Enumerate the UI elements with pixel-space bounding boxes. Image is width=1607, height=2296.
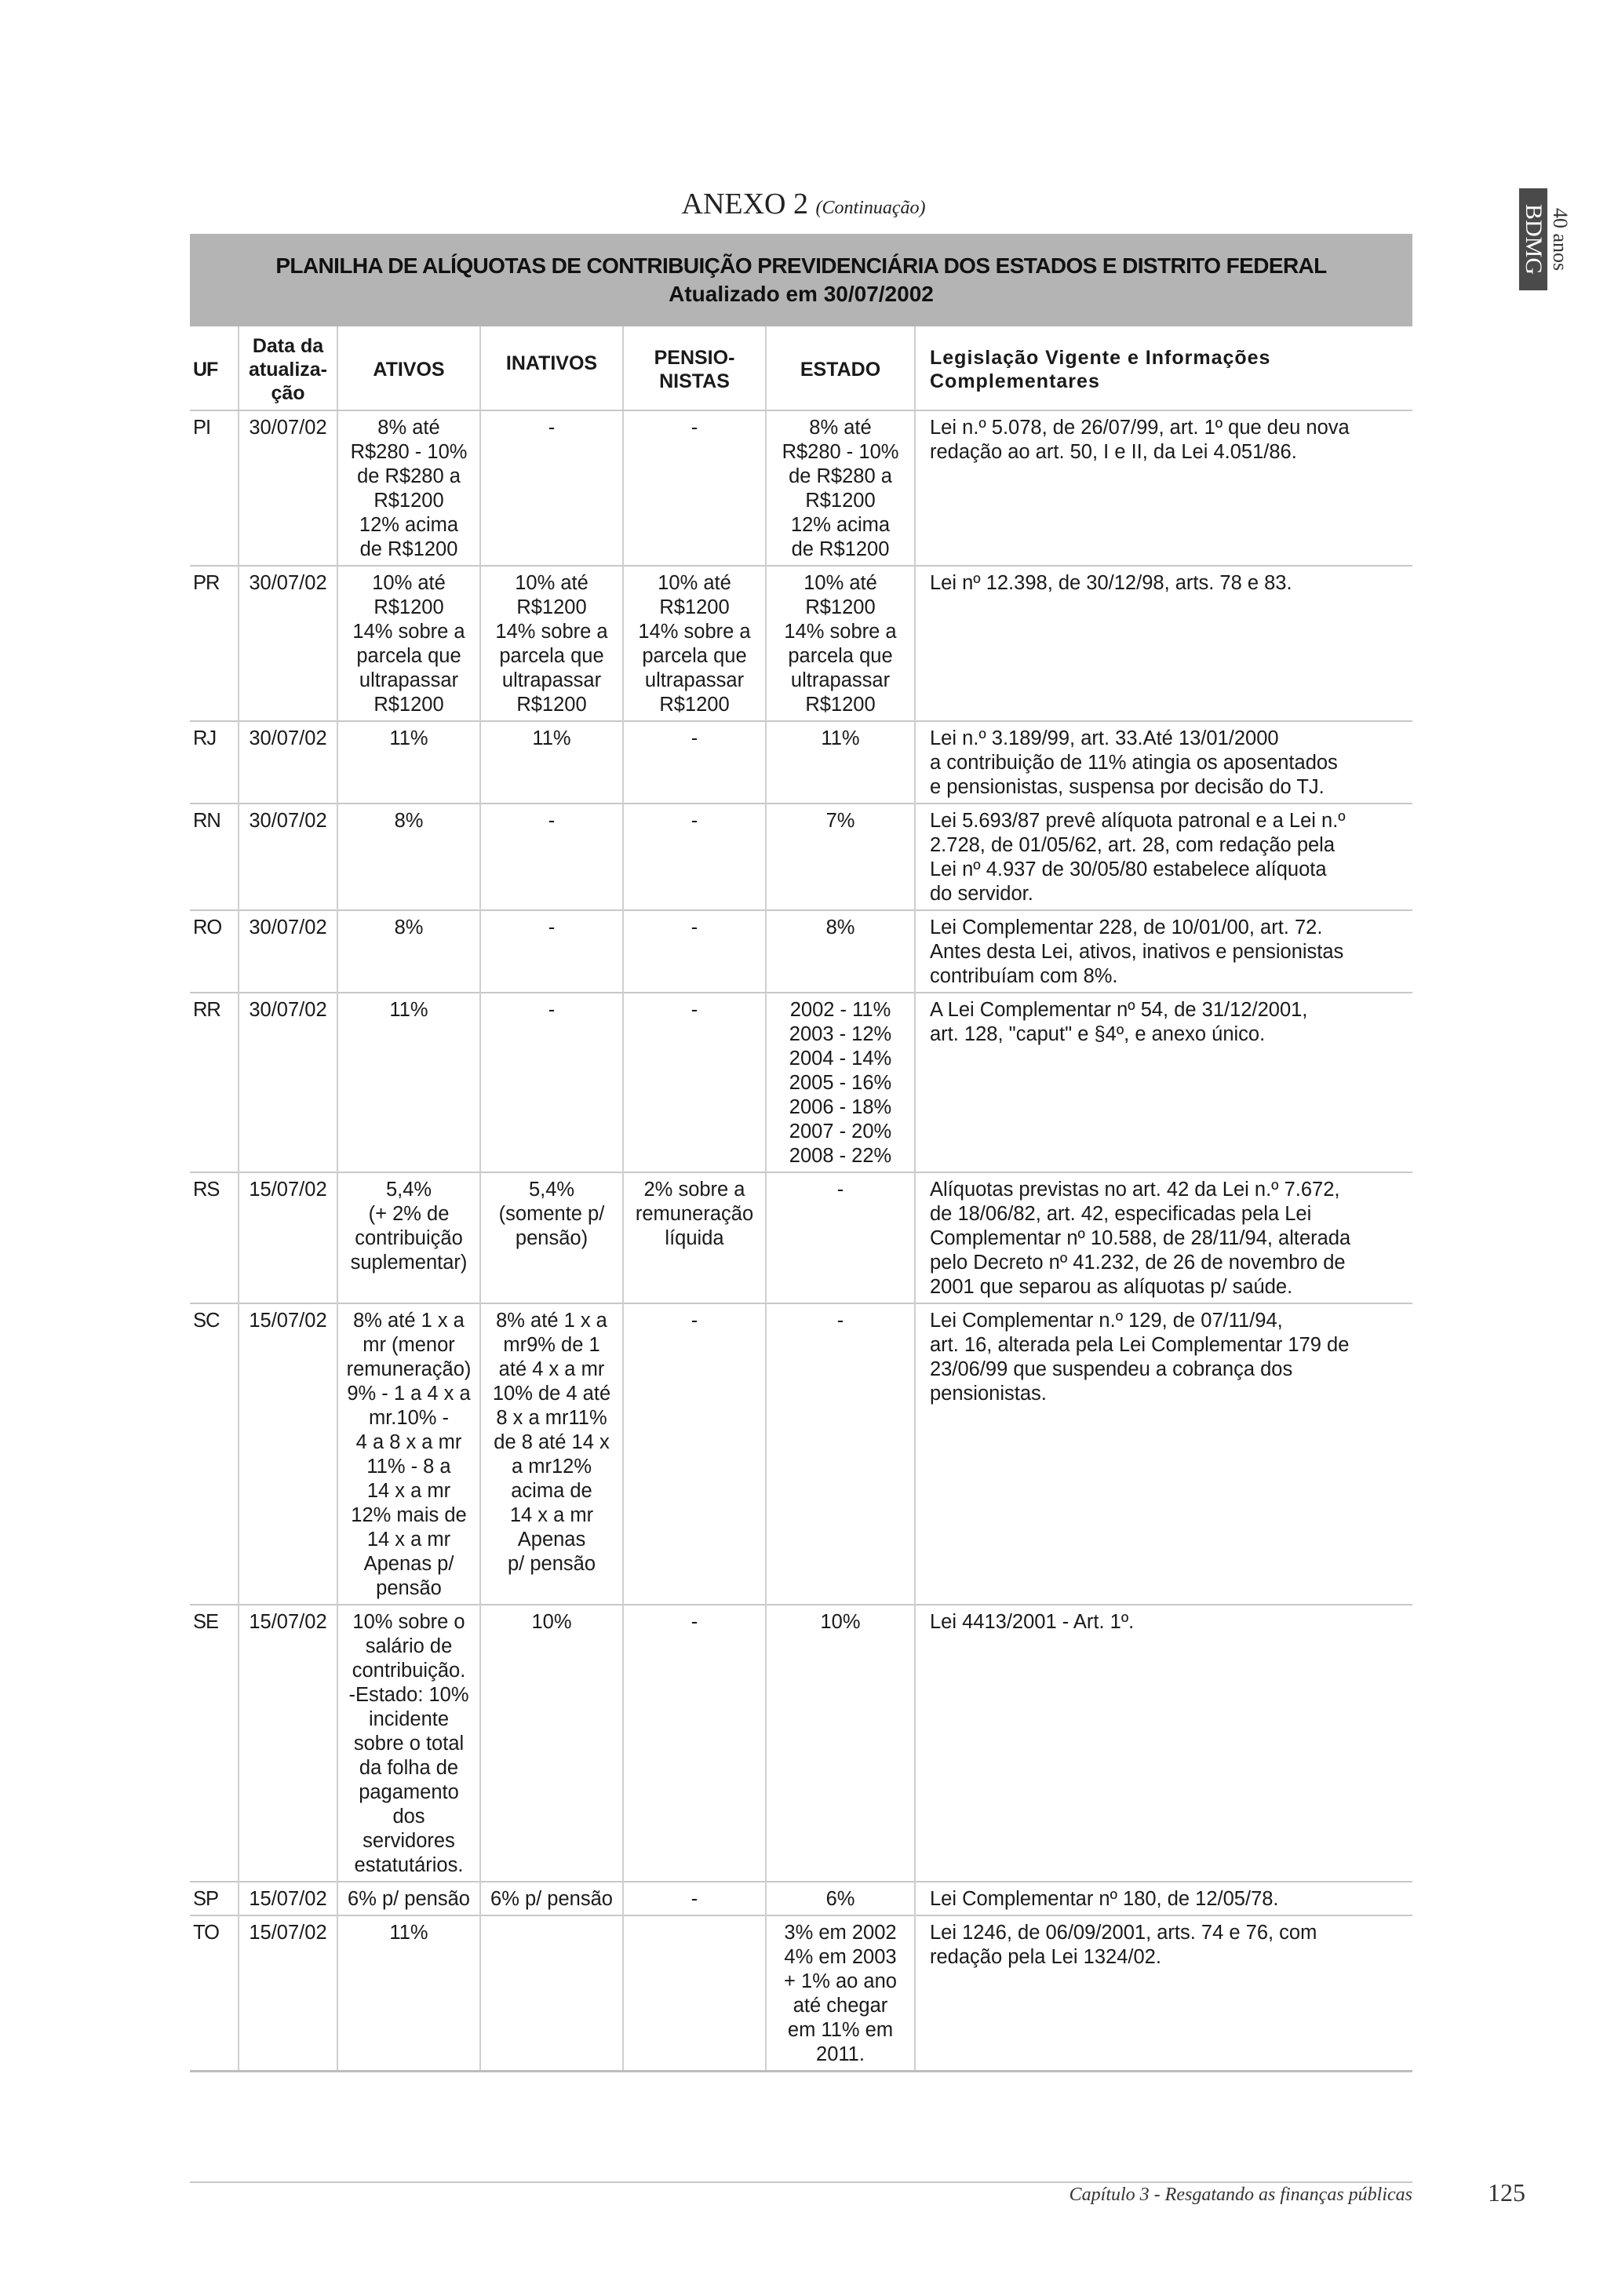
cell-inativos: 10% até R$1200 14% sobre a parcela que ultrapassar R$1200 (480, 566, 623, 721)
table-row (190, 566, 1412, 721)
col-header-uf: UF (190, 326, 239, 410)
cell-legislacao: Lei 5.693/87 prevê alíquota patronal e a Lei n.º 2.728, de 01/05/62, art. 28, com redação pela Lei nº 4.937 de 30/05/80 estabelece alíquota do servidor. (915, 804, 1412, 910)
col-header-legislacao: Legislação Vigente e Informações Complementares (915, 326, 1412, 410)
contribution-table (190, 326, 1412, 2072)
cell-ativos: 5,4% (+ 2% de contribuição suplementar) (337, 1172, 480, 1303)
cell-date: 15/07/02 (239, 1882, 337, 1915)
cell-estado: - (766, 1172, 915, 1303)
cell-ativos: 8% até 1 x a mr (menor remuneração) 9% - 1 a 4 x a mr.10% - 4 a 8 x a mr 11% - 8 a 14 x a mr 12% mais de 14 x a mr Apenas p/ pensão (337, 1303, 480, 1605)
table-body (190, 410, 1412, 2072)
cell-pensionistas: 10% até R$1200 14% sobre a parcela que ultrapassar R$1200 (623, 566, 766, 721)
cell-uf: SC (190, 1303, 239, 1605)
cell-date: 15/07/02 (239, 1172, 337, 1303)
cell-inativos: 11% (480, 721, 623, 804)
cell-inativos (480, 1915, 623, 2072)
cell-uf: PR (190, 566, 239, 721)
cell-uf: RN (190, 804, 239, 910)
table-row (190, 1915, 1412, 2072)
cell-pensionistas: - (623, 1303, 766, 1605)
cell-legislacao: Lei n.º 5.078, de 26/07/99, art. 1º que deu nova redação ao art. 50, I e II, da Lei 4.051/86. (915, 410, 1412, 566)
table-title: PLANILHA DE ALÍQUOTAS DE CONTRIBUIÇÃO PREVIDENCIÁRIA DOS ESTADOS E DISTRITO FEDERAL (275, 253, 1327, 278)
brand-label: BDMG (1519, 188, 1547, 290)
page-number: 125 (1488, 2178, 1525, 2207)
cell-ativos: 11% (337, 1915, 480, 2072)
cell-inativos: 5,4% (somente p/ pensão) (480, 1172, 623, 1303)
annex-label: ANEXO 2 (681, 188, 808, 220)
cell-inativos: - (480, 410, 623, 566)
col-header-date: Data da atualiza- ção (239, 326, 337, 410)
cell-legislacao: Lei Complementar n.º 129, de 07/11/94, art. 16, alterada pela Lei Complementar 179 de 23/06/99 que suspendeu a cobrança dos pensionistas. (915, 1303, 1412, 1605)
col-header-ativos: ATIVOS (337, 326, 480, 410)
table-row (190, 1303, 1412, 1605)
cell-estado: 3% em 2002 4% em 2003 + 1% ao ano até chegar em 11% em 2011. (766, 1915, 915, 2072)
cell-ativos: 11% (337, 993, 480, 1172)
cell-legislacao: Lei Complementar 228, de 10/01/00, art. 72. Antes desta Lei, ativos, inativos e pensionistas contribuíam com 8%. (915, 910, 1412, 993)
cell-pensionistas: - (623, 804, 766, 910)
footer-chapter: Capítulo 3 - Resgatando as finanças públicas (1069, 2185, 1412, 2205)
contribution-table-section (190, 234, 1412, 2072)
table-row (190, 721, 1412, 804)
cell-legislacao: Lei 4413/2001 - Art. 1º. (915, 1605, 1412, 1882)
cell-date: 30/07/02 (239, 804, 337, 910)
cell-inativos: 6% p/ pensão (480, 1882, 623, 1915)
annex-continuation: (Continuação) (815, 198, 926, 218)
cell-legislacao: Lei nº 12.398, de 30/12/98, arts. 78 e 83. (915, 566, 1412, 721)
cell-pensionistas: - (623, 910, 766, 993)
cell-uf: TO (190, 1915, 239, 2072)
table-row (190, 910, 1412, 993)
cell-legislacao: Alíquotas previstas no art. 42 da Lei n.º 7.672, de 18/06/82, art. 42, especificadas pela Lei Complementar nº 10.588, de 28/11/94, alterada pelo Decreto nº 41.232, de 26 de novembro de 2001 que separou as alíquotas p/ saúde. (915, 1172, 1412, 1303)
cell-pensionistas (623, 1915, 766, 2072)
cell-pensionistas: - (623, 1882, 766, 1915)
side-tab (1519, 188, 1580, 290)
cell-legislacao: Lei n.º 3.189/99, art. 33.Até 13/01/2000 a contribuição de 11% atingia os aposentados e pensionistas, suspensa por decisão do TJ. (915, 721, 1412, 804)
cell-ativos: 8% até R$280 - 10% de R$280 a R$1200 12% acima de R$1200 (337, 410, 480, 566)
cell-pensionistas: - (623, 721, 766, 804)
table-header-row (190, 326, 1412, 410)
cell-date: 30/07/02 (239, 993, 337, 1172)
cell-date: 15/07/02 (239, 1915, 337, 2072)
cell-date: 30/07/02 (239, 721, 337, 804)
table-row (190, 993, 1412, 1172)
cell-uf: RO (190, 910, 239, 993)
table-subtitle: Atualizado em 30/07/2002 (669, 282, 934, 306)
cell-pensionistas: - (623, 410, 766, 566)
cell-ativos: 8% (337, 804, 480, 910)
cell-legislacao: Lei Complementar nº 180, de 12/05/78. (915, 1882, 1412, 1915)
cell-legislacao: A Lei Complementar nº 54, de 31/12/2001, art. 128, "caput" e §4º, e anexo único. (915, 993, 1412, 1172)
col-header-inativos: INATIVOS (480, 326, 623, 410)
table-row (190, 804, 1412, 910)
cell-pensionistas: - (623, 1605, 766, 1882)
cell-estado: 6% (766, 1882, 915, 1915)
footer-divider (190, 2181, 1412, 2183)
cell-date: 30/07/02 (239, 566, 337, 721)
col-header-pensionistas: PENSIO- NISTAS (623, 326, 766, 410)
cell-ativos: 10% sobre o salário de contribuição. -Estado: 10% incidente sobre o total da folha de pagamento dos servidores estatutários. (337, 1605, 480, 1882)
cell-legislacao: Lei 1246, de 06/09/2001, arts. 74 e 76, com redação pela Lei 1324/02. (915, 1915, 1412, 2072)
cell-inativos: 8% até 1 x a mr9% de 1 até 4 x a mr 10% de 4 até 8 x a mr11% de 8 até 14 x a mr12% acima de 14 x a mr Apenas p/ pensão (480, 1303, 623, 1605)
cell-ativos: 8% (337, 910, 480, 993)
cell-ativos: 11% (337, 721, 480, 804)
table-row (190, 1605, 1412, 1882)
cell-date: 15/07/02 (239, 1605, 337, 1882)
table-row (190, 1882, 1412, 1915)
cell-inativos: - (480, 910, 623, 993)
cell-date: 30/07/02 (239, 410, 337, 566)
cell-ativos: 6% p/ pensão (337, 1882, 480, 1915)
table-banner (190, 234, 1412, 326)
cell-inativos: - (480, 804, 623, 910)
col-header-estado: ESTADO (766, 326, 915, 410)
cell-uf: PI (190, 410, 239, 566)
cell-estado: 10% até R$1200 14% sobre a parcela que ultrapassar R$1200 (766, 566, 915, 721)
cell-estado: 11% (766, 721, 915, 804)
table-row (190, 1172, 1412, 1303)
cell-date: 15/07/02 (239, 1303, 337, 1605)
cell-estado: 8% (766, 910, 915, 993)
cell-uf: RR (190, 993, 239, 1172)
cell-inativos: 10% (480, 1605, 623, 1882)
cell-estado: 8% até R$280 - 10% de R$280 a R$1200 12% acima de R$1200 (766, 410, 915, 566)
cell-uf: RJ (190, 721, 239, 804)
cell-estado: 7% (766, 804, 915, 910)
cell-uf: SE (190, 1605, 239, 1882)
cell-uf: RS (190, 1172, 239, 1303)
years-label: 40 anos (1549, 207, 1572, 272)
cell-pensionistas: 2% sobre a remuneração líquida (623, 1172, 766, 1303)
table-row (190, 410, 1412, 566)
cell-uf: SP (190, 1882, 239, 1915)
cell-estado: 10% (766, 1605, 915, 1882)
cell-date: 30/07/02 (239, 910, 337, 993)
annex-title (0, 187, 1607, 221)
cell-ativos: 10% até R$1200 14% sobre a parcela que ultrapassar R$1200 (337, 566, 480, 721)
cell-pensionistas: - (623, 993, 766, 1172)
cell-estado: 2002 - 11% 2003 - 12% 2004 - 14% 2005 - 16% 2006 - 18% 2007 - 20% 2008 - 22% (766, 993, 915, 1172)
cell-inativos: - (480, 993, 623, 1172)
cell-estado: - (766, 1303, 915, 1605)
